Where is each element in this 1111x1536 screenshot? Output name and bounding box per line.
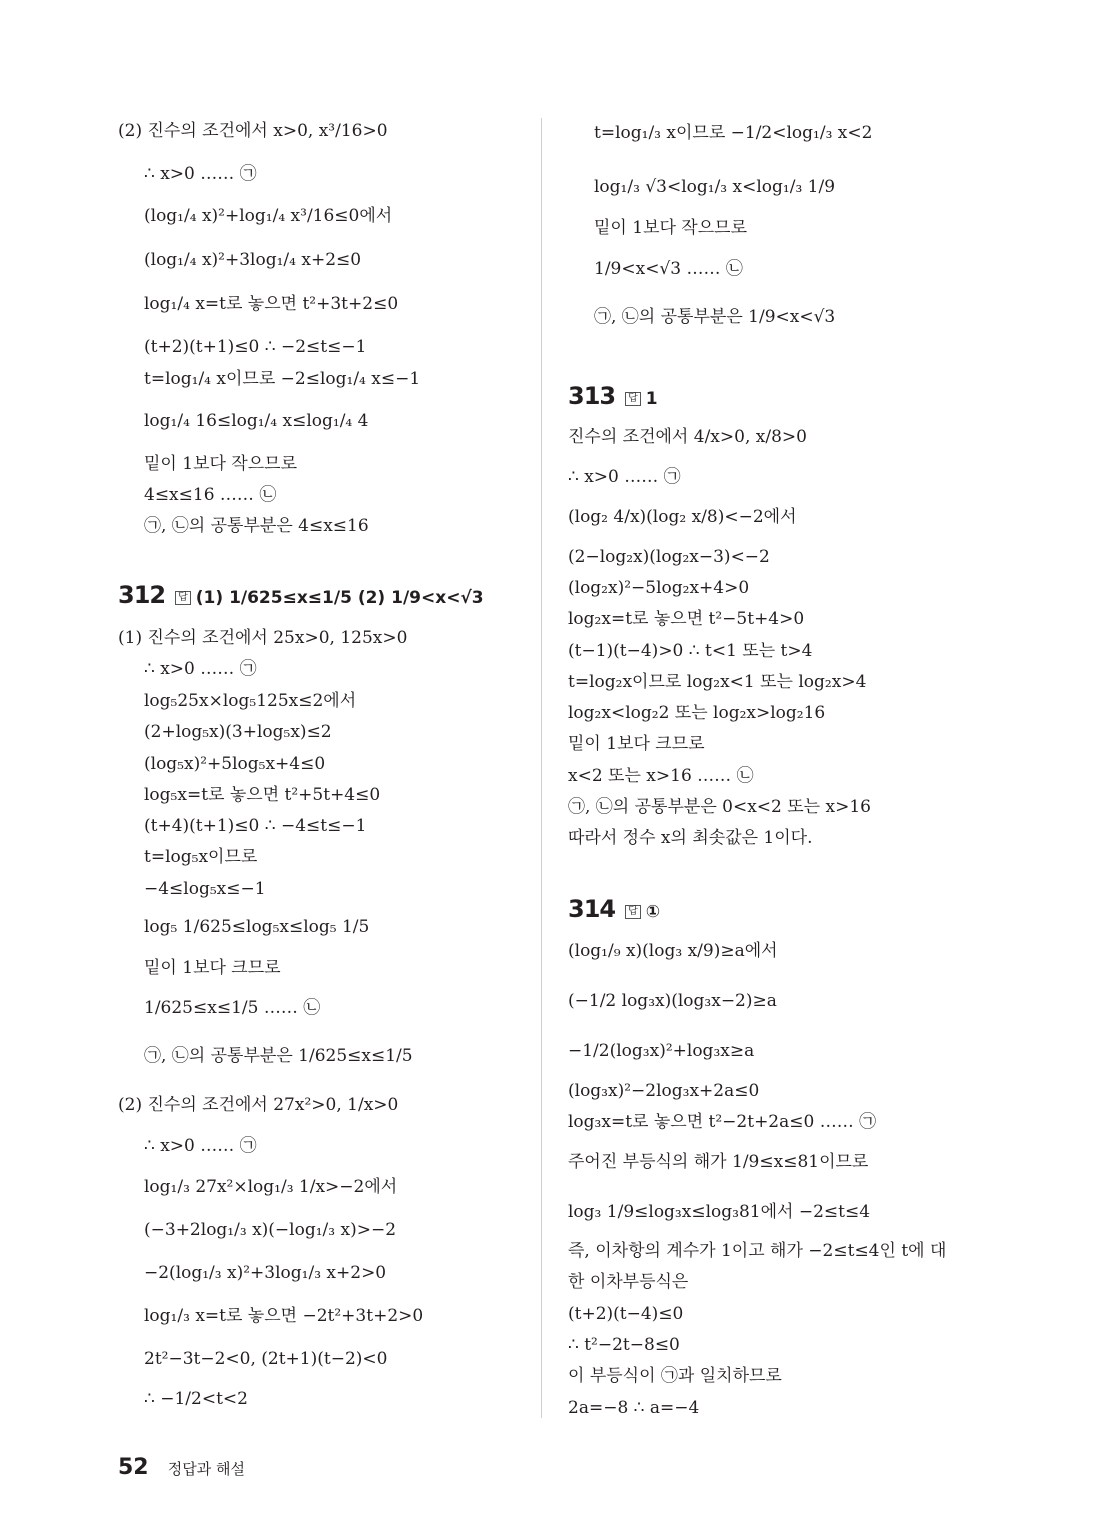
right-line: 밑이 1보다 작으므로 xyxy=(594,218,747,238)
right-line: log₃ 1/9≤log₃x≤log₃81에서 −2≤t≤4 xyxy=(568,1202,871,1222)
left-line: (log₁/₄ x)²+log₁/₄ x³/16≤0에서 xyxy=(144,206,393,226)
problem-314-header xyxy=(568,895,661,923)
right-line: 밑이 1보다 크므로 xyxy=(568,734,705,754)
answer-text: 1 xyxy=(645,389,658,409)
left-line: log₁/₄ 16≤log₁/₄ x≤log₁/₄ 4 xyxy=(144,411,369,431)
right-line: (t+2)(t−4)≤0 xyxy=(568,1304,684,1324)
left-line: ∴ −1/2<t<2 xyxy=(144,1389,248,1409)
left-line: (log₅x)²+5log₅x+4≤0 xyxy=(144,754,326,774)
answer-text: (1) 1/625≤x≤1/5 (2) 1/9<x<√3 xyxy=(195,588,484,608)
problem-313-header xyxy=(568,382,658,410)
right-line: (log₁/₉ x)(log₃ x/9)≥a에서 xyxy=(568,941,778,961)
right-line: ∴ x>0 …… ㉠ xyxy=(568,467,681,487)
left-line: ㉠, ㉡의 공통부분은 4≤x≤16 xyxy=(144,516,369,536)
right-line: (t−1)(t−4)>0 ∴ t<1 또는 t>4 xyxy=(568,641,813,661)
left-line: −2(log₁/₃ x)²+3log₁/₃ x+2>0 xyxy=(144,1263,387,1283)
right-line: 한 이차부등식은 xyxy=(568,1272,689,1292)
page-footer xyxy=(118,1455,245,1480)
left-line: (2) 진수의 조건에서 x>0, x³/16>0 xyxy=(118,121,388,141)
left-line: 2t²−3t−2<0, (2t+1)(t−2)<0 xyxy=(144,1349,388,1369)
right-line: log₂x<log₂2 또는 log₂x>log₂16 xyxy=(568,703,826,723)
left-line: (t+4)(t+1)≤0 ∴ −4≤t≤−1 xyxy=(144,816,367,836)
column-divider xyxy=(541,118,542,1418)
right-line: x<2 또는 x>16 …… ㉡ xyxy=(568,766,754,786)
left-line: 밑이 1보다 크므로 xyxy=(144,958,281,978)
footer-title: 정답과 해설 xyxy=(167,1460,245,1478)
left-line: 1/625≤x≤1/5 …… ㉡ xyxy=(144,998,321,1018)
problem-number: 314 xyxy=(568,895,616,923)
right-line: t=log₁/₃ x이므로 −1/2<log₁/₃ x<2 xyxy=(594,123,873,143)
left-line: log₅ 1/625≤log₅x≤log₅ 1/5 xyxy=(144,917,370,937)
right-line: 따라서 정수 x의 최솟값은 1이다. xyxy=(568,828,813,848)
left-line: ㉠, ㉡의 공통부분은 1/625≤x≤1/5 xyxy=(144,1046,413,1066)
problem-312-header xyxy=(118,581,484,609)
right-line: 1/9<x<√3 …… ㉡ xyxy=(594,259,743,279)
left-line: t=log₅x이므로 xyxy=(144,847,258,867)
left-line: 4≤x≤16 …… ㉡ xyxy=(144,485,277,505)
left-line: (log₁/₄ x)²+3log₁/₄ x+2≤0 xyxy=(144,250,362,270)
right-line: −1/2(log₃x)²+log₃x≥a xyxy=(568,1041,755,1061)
right-line: 2a=−8 ∴ a=−4 xyxy=(568,1398,700,1418)
right-line: (−1/2 log₃x)(log₃x−2)≥a xyxy=(568,991,777,1011)
left-line: log₅x=t로 놓으면 t²+5t+4≤0 xyxy=(144,785,381,805)
right-line: (log₂x)²−5log₂x+4>0 xyxy=(568,578,750,598)
left-line: ∴ x>0 …… ㉠ xyxy=(144,1136,257,1156)
left-line: log₁/₃ x=t로 놓으면 −2t²+3t+2>0 xyxy=(144,1306,424,1326)
left-line: log₁/₃ 27x²×log₁/₃ 1/x>−2에서 xyxy=(144,1177,398,1197)
right-line: ∴ t²−2t−8≤0 xyxy=(568,1335,680,1355)
answer-icon: 답 xyxy=(625,905,641,919)
left-line: ∴ x>0 …… ㉠ xyxy=(144,659,257,679)
left-line: (t+2)(t+1)≤0 ∴ −2≤t≤−1 xyxy=(144,337,367,357)
problem-number: 312 xyxy=(118,581,166,609)
right-line: 즉, 이차항의 계수가 1이고 해가 −2≤t≤4인 t에 대 xyxy=(568,1241,947,1261)
right-line: 주어진 부등식의 해가 1/9≤x≤81이므로 xyxy=(568,1152,869,1172)
left-line: (−3+2log₁/₃ x)(−log₁/₃ x)>−2 xyxy=(144,1220,397,1240)
left-line: log₁/₄ x=t로 놓으면 t²+3t+2≤0 xyxy=(144,294,399,314)
right-line: (2−log₂x)(log₂x−3)<−2 xyxy=(568,547,770,567)
right-line: (log₃x)²−2log₃x+2a≤0 xyxy=(568,1081,760,1101)
left-line: ∴ x>0 …… ㉠ xyxy=(144,164,257,184)
right-line: (log₂ 4/x)(log₂ x/8)<−2에서 xyxy=(568,507,797,527)
left-line: (1) 진수의 조건에서 25x>0, 125x>0 xyxy=(118,628,408,648)
page-number: 52 xyxy=(118,1455,149,1480)
answer-icon: 답 xyxy=(625,392,641,406)
problem-number: 313 xyxy=(568,382,616,410)
right-line: ㉠, ㉡의 공통부분은 1/9<x<√3 xyxy=(594,307,836,327)
left-line: t=log₁/₄ x이므로 −2≤log₁/₄ x≤−1 xyxy=(144,369,421,389)
right-line: 진수의 조건에서 4/x>0, x/8>0 xyxy=(568,427,807,447)
left-line: (2+log₅x)(3+log₅x)≤2 xyxy=(144,722,332,742)
right-line: 이 부등식이 ㉠과 일치하므로 xyxy=(568,1366,782,1386)
right-line: t=log₂x이므로 log₂x<1 또는 log₂x>4 xyxy=(568,672,867,692)
left-line: log₅25x×log₅125x≤2에서 xyxy=(144,691,357,711)
answer-text: ① xyxy=(645,902,661,922)
right-line: log₃x=t로 놓으면 t²−2t+2a≤0 …… ㉠ xyxy=(568,1112,877,1132)
right-line: ㉠, ㉡의 공통부분은 0<x<2 또는 x>16 xyxy=(568,797,871,817)
left-line: −4≤log₅x≤−1 xyxy=(144,879,266,899)
right-line: log₂x=t로 놓으면 t²−5t+4>0 xyxy=(568,609,805,629)
left-line: 밑이 1보다 작으므로 xyxy=(144,454,297,474)
left-line: (2) 진수의 조건에서 27x²>0, 1/x>0 xyxy=(118,1095,399,1115)
answer-icon: 답 xyxy=(175,591,191,605)
right-line: log₁/₃ √3<log₁/₃ x<log₁/₃ 1/9 xyxy=(594,177,836,197)
